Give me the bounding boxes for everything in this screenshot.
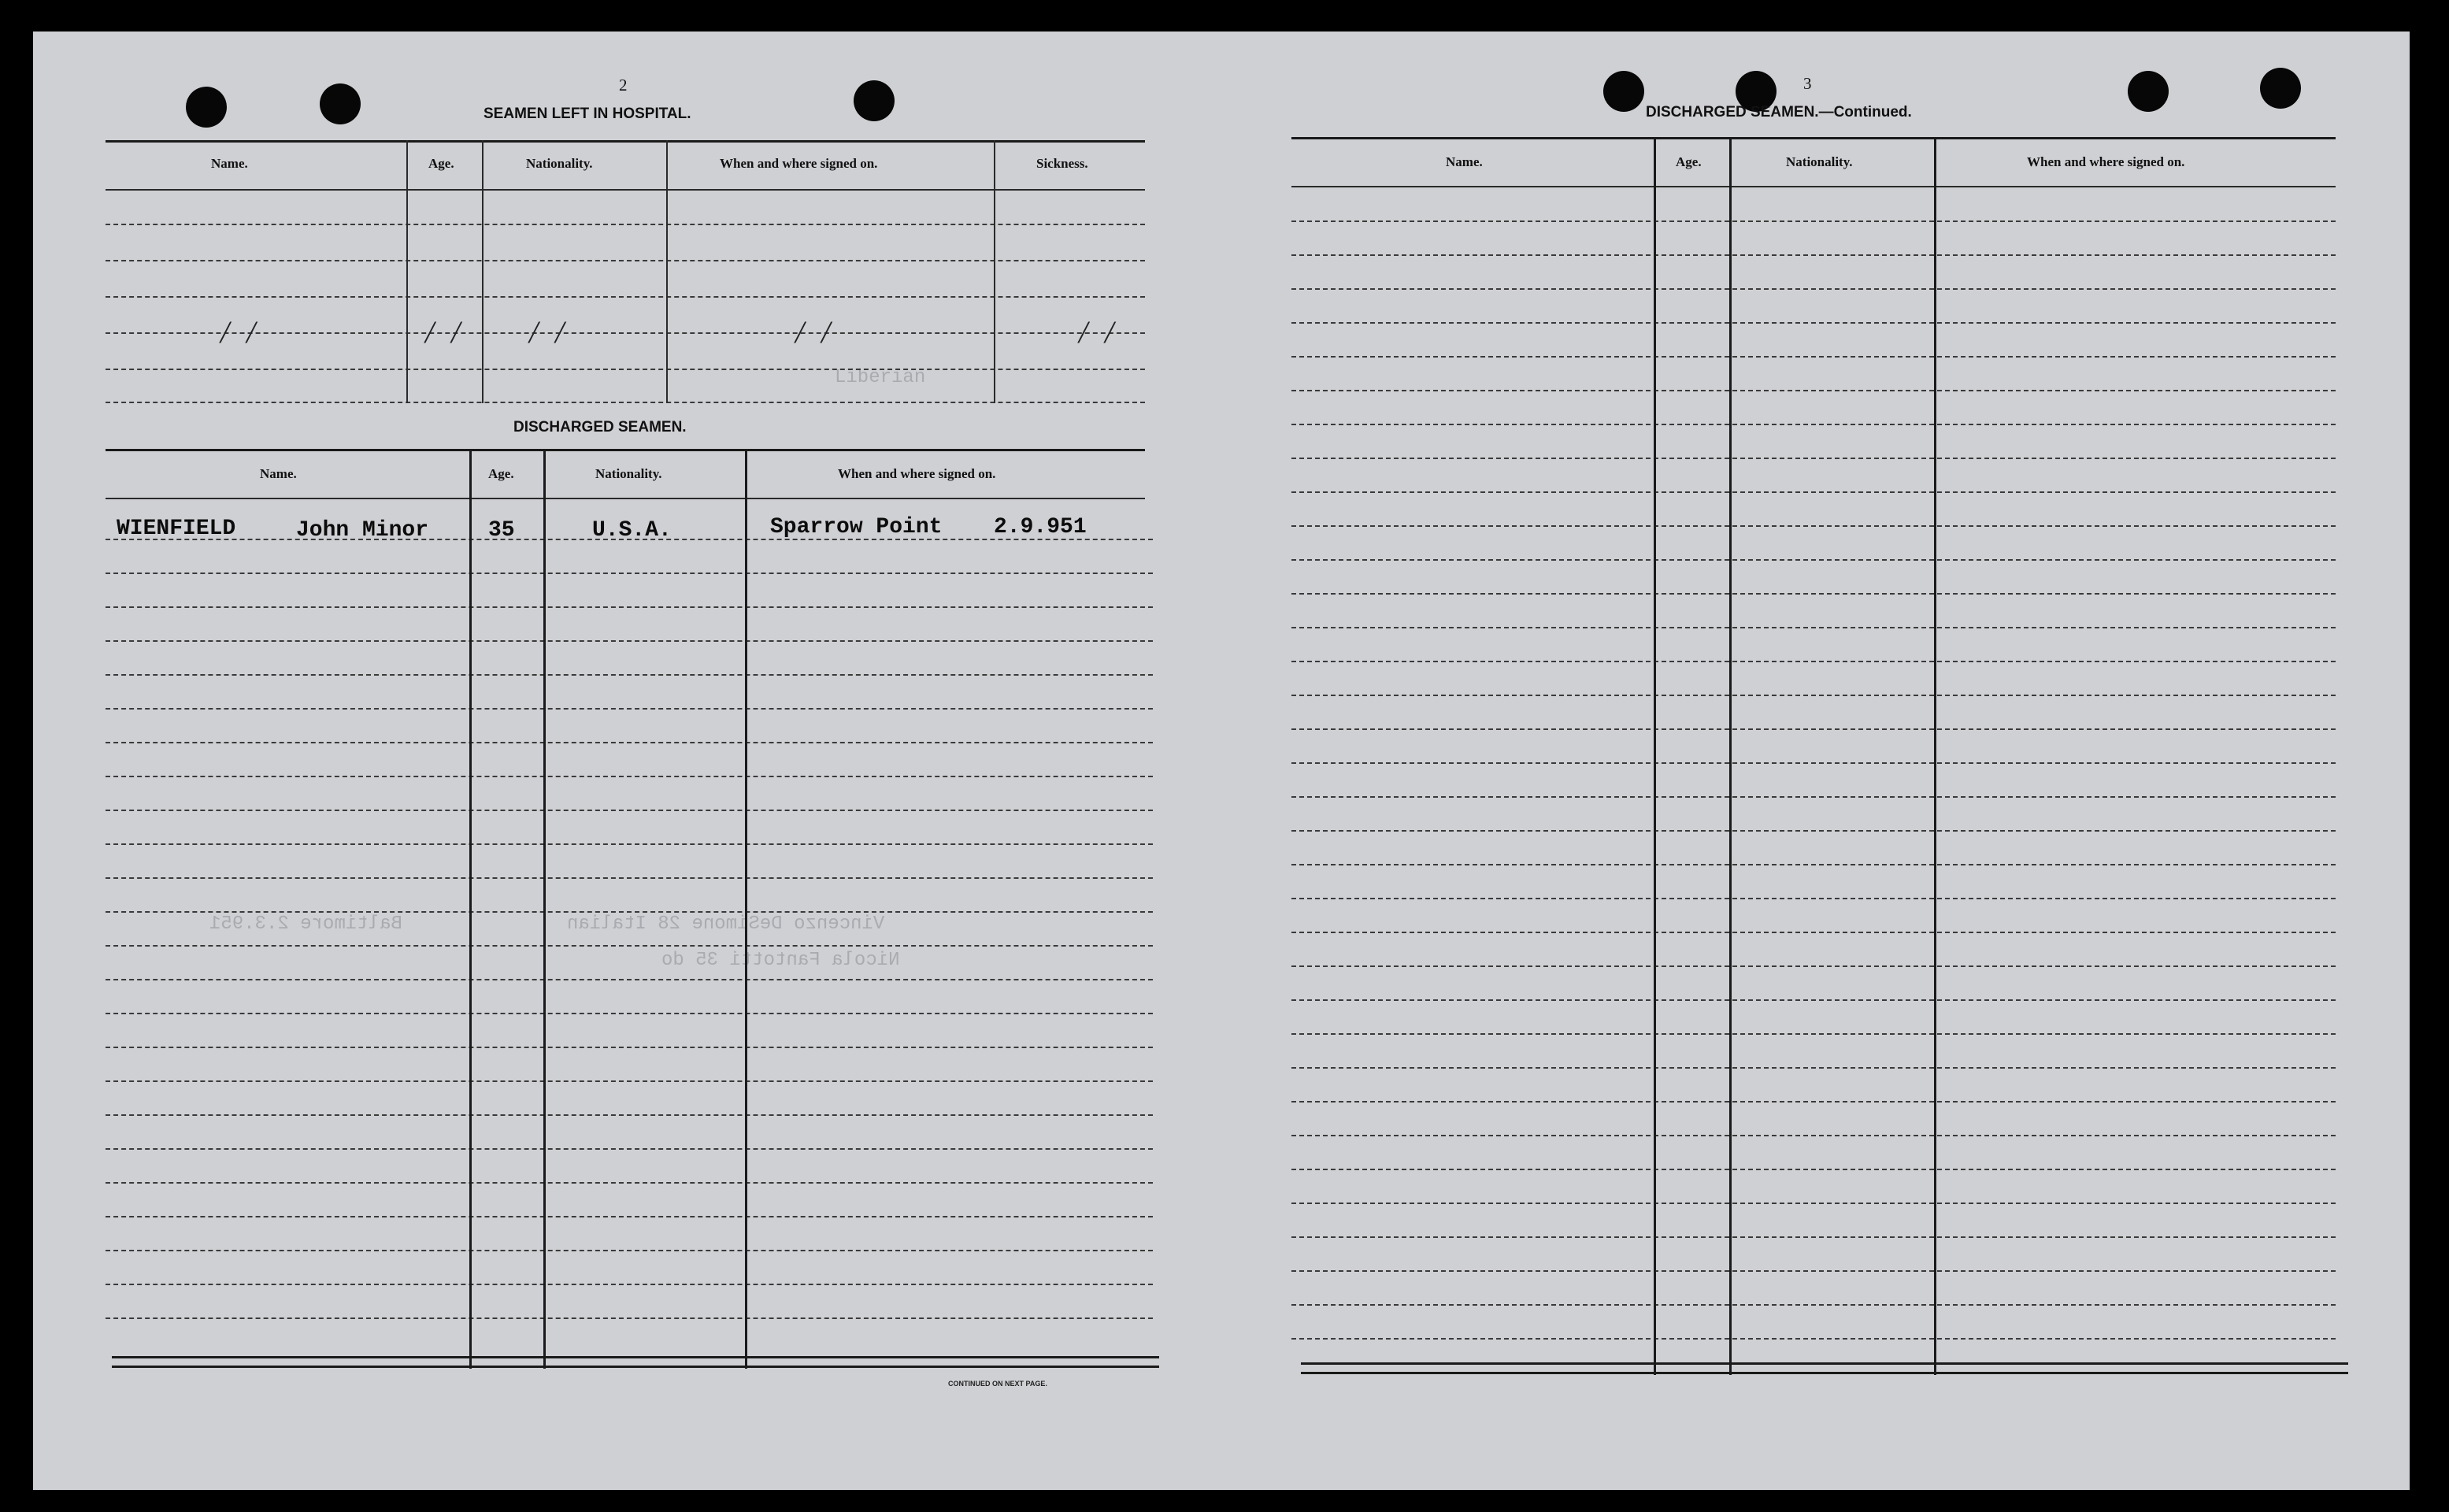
table-rule [106,189,1145,191]
row-line [1291,1236,2336,1238]
seaman-surname: WIENFIELD [117,517,236,541]
row-line [106,1013,1153,1014]
col-divider [745,449,747,1369]
col-header-age: Age. [1676,154,1702,169]
col-divider [1654,137,1656,1375]
col-divider [406,140,408,403]
seaman-age: 35 [488,518,515,543]
row-line [1291,288,2336,290]
row-line [1291,762,2336,764]
row-line [1291,932,2336,933]
ditto-mark: / / [529,314,569,350]
punch-hole [186,87,227,128]
col-divider [1729,137,1732,1375]
col-header-signed-on: When and where signed on. [720,156,878,171]
row-line [106,945,1153,947]
ditto-mark: / / [1079,314,1119,350]
row-line [106,1148,1153,1150]
row-line [106,1182,1153,1184]
row-line [1291,356,2336,358]
col-divider [543,449,546,1369]
bleed-text: Vincenzo DeSimone 28 Italian [567,914,885,935]
row-line [1291,1033,2336,1035]
row-line [1291,796,2336,798]
row-line [1291,1135,2336,1136]
row-line [1291,1338,2336,1340]
col-header-sickness: Sickness. [1036,156,1088,171]
col-header-name: Name. [1446,154,1483,169]
bleed-text: Liberian [835,367,926,388]
row-line [106,224,1145,225]
table-rule [112,1366,1159,1368]
col-header-name: Name. [260,466,297,481]
row-line [106,1317,1153,1319]
row-line [1291,728,2336,730]
row-line [106,332,1145,334]
col-header-nationality: Nationality. [1786,154,1853,169]
row-line [106,674,1153,676]
continued-note: CONTINUED ON NEXT PAGE. [948,1380,1047,1388]
row-line [106,573,1153,574]
row-line [1291,695,2336,696]
row-line [106,708,1153,710]
row-line [106,260,1145,261]
col-divider [994,140,995,403]
col-header-age: Age. [488,466,514,481]
row-line [106,606,1153,608]
row-line [106,843,1153,845]
row-line [106,810,1153,811]
row-line [106,402,1145,403]
discharged-continued-title: DISCHARGED SEAMEN.—Continued. [1646,104,1912,120]
table-rule [1291,186,2336,187]
punch-hole [2128,71,2169,112]
row-line [1291,220,2336,222]
col-header-nationality: Nationality. [595,466,662,481]
col-divider [1934,137,1936,1375]
discharged-section-title: DISCHARGED SEAMEN. [513,419,687,435]
row-line [106,877,1153,879]
row-line [106,911,1153,913]
row-line [1291,390,2336,391]
seaman-signed-date: 2.9.951 [994,515,1087,539]
punch-hole [1603,71,1644,112]
row-line [1291,1067,2336,1069]
row-line [106,539,1153,540]
row-line [1291,1101,2336,1102]
row-line [1291,458,2336,459]
hospital-section-title: SEAMEN LEFT IN HOSPITAL. [484,106,691,122]
col-header-nationality: Nationality. [526,156,593,171]
table-rule [1291,137,2336,139]
row-line [1291,999,2336,1001]
seaman-signed-place: Sparrow Point [770,515,943,539]
row-line [106,369,1145,370]
row-line [1291,898,2336,899]
row-line [1291,661,2336,662]
row-line [1291,965,2336,967]
row-line [1291,627,2336,628]
col-header-age: Age. [428,156,454,171]
col-divider [666,140,668,403]
row-line [1291,525,2336,527]
row-line [106,979,1153,980]
row-line [106,1284,1153,1285]
punch-hole [854,80,895,121]
row-line [106,776,1153,777]
row-line [1291,424,2336,425]
row-line [106,1047,1153,1048]
row-line [106,1114,1153,1116]
col-divider [482,140,484,403]
punch-hole [2260,68,2301,109]
row-line [1291,559,2336,561]
row-line [1291,864,2336,865]
row-line [106,640,1153,642]
row-line [1291,1270,2336,1272]
row-line [1291,1169,2336,1170]
row-line [1291,830,2336,832]
table-rule [1301,1372,2348,1374]
col-header-signed-on: When and where signed on. [2027,154,2185,169]
row-line [1291,1203,2336,1204]
table-rule [106,449,1145,451]
table-rule [1301,1362,2348,1365]
row-line [106,1216,1153,1217]
bleed-text: Nicola Fantotti 35 do [661,950,900,971]
page-number: 2 [619,76,628,94]
ditto-mark: / / [795,314,835,350]
table-rule [106,140,1145,143]
page-number: 3 [1803,74,1812,93]
row-line [1291,491,2336,493]
punch-hole [320,83,361,124]
ditto-mark: / / [425,314,465,350]
row-line [1291,254,2336,256]
col-header-signed-on: When and where signed on. [838,466,996,481]
col-header-name: Name. [211,156,248,171]
row-line [106,1250,1153,1251]
row-line [1291,593,2336,595]
ditto-mark: / / [220,314,261,350]
seaman-given-name: John Minor [296,518,429,543]
row-line [106,742,1153,743]
row-line [106,296,1145,298]
bleed-text: Baltimore 2.3.951 [209,914,402,935]
row-line [106,1080,1153,1082]
row-line [1291,322,2336,324]
table-rule [112,1356,1159,1358]
seaman-nationality: U.S.A. [592,518,672,543]
table-rule [106,498,1145,499]
col-divider [469,449,472,1369]
row-line [1291,1304,2336,1306]
